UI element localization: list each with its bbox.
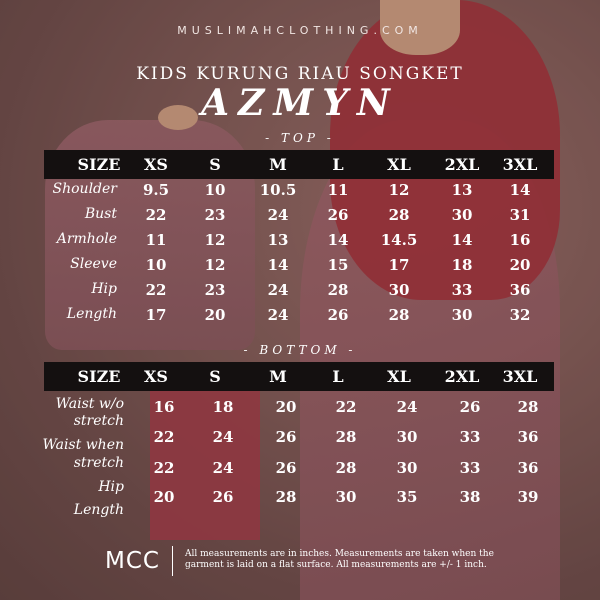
table-cell: 20	[204, 306, 226, 324]
size-header-l: L	[332, 367, 344, 386]
table-cell: 30	[451, 206, 473, 224]
table-cell: 24	[212, 459, 234, 477]
table-cell: 18	[212, 398, 234, 416]
table-cell: 31	[509, 206, 531, 224]
bottom-size-header	[44, 362, 554, 391]
size-header-m: M	[269, 155, 287, 174]
table-cell: 26	[459, 398, 481, 416]
size-header-3xl: 3XL	[502, 367, 538, 386]
table-cell: 33	[459, 428, 481, 446]
row-label-bust: Bust	[84, 206, 117, 222]
table-cell: 28	[388, 306, 410, 324]
size-header-3xl: 3XL	[502, 155, 538, 174]
table-cell: 38	[459, 488, 481, 506]
table-cell: 30	[396, 459, 418, 477]
table-cell: 20	[153, 488, 175, 506]
size-header-label: SIZE	[77, 155, 121, 174]
table-cell: 14	[509, 181, 531, 199]
table-cell: 10.5	[259, 181, 297, 199]
table-cell: 36	[517, 459, 539, 477]
table-cell: 26	[327, 306, 349, 324]
table-cell: 10	[145, 256, 167, 274]
table-cell: 28	[275, 488, 297, 506]
table-cell: 26	[275, 428, 297, 446]
top-section-label: - TOP -	[265, 131, 335, 145]
table-cell: 26	[212, 488, 234, 506]
row-label-armhole: Armhole	[56, 231, 117, 247]
table-cell: 22	[335, 398, 357, 416]
table-cell: 23	[204, 206, 226, 224]
table-cell: 30	[396, 428, 418, 446]
table-cell: 24	[396, 398, 418, 416]
table-cell: 14	[267, 256, 289, 274]
row-label-length: Length	[66, 306, 117, 322]
table-cell: 28	[388, 206, 410, 224]
table-cell: 26	[275, 459, 297, 477]
size-header-xs: XS	[144, 367, 168, 386]
table-cell: 22	[145, 206, 167, 224]
table-cell: 30	[451, 306, 473, 324]
table-cell: 22	[153, 459, 175, 477]
table-cell: 28	[517, 398, 539, 416]
table-cell: 26	[327, 206, 349, 224]
footer-divider	[172, 546, 173, 576]
bottom-row-label: Hip	[98, 479, 124, 495]
table-cell: 30	[388, 281, 410, 299]
product-name-title: AZMYN	[201, 82, 399, 124]
table-cell: 18	[451, 256, 473, 274]
table-cell: 17	[145, 306, 167, 324]
size-header-l: L	[332, 155, 344, 174]
bottom-row-label: Waist when	[42, 437, 124, 453]
table-cell: 11	[327, 181, 349, 199]
table-cell: 20	[275, 398, 297, 416]
table-cell: 30	[335, 488, 357, 506]
size-header-2xl: 2XL	[444, 155, 480, 174]
table-cell: 22	[153, 428, 175, 446]
mcc-logo: MCC	[105, 548, 160, 574]
table-cell: 24	[267, 281, 289, 299]
bottom-row-label: Length	[73, 502, 124, 518]
table-cell: 15	[327, 256, 349, 274]
table-cell: 24	[267, 206, 289, 224]
top-size-header	[44, 150, 554, 179]
row-label-sleeve: Sleeve	[70, 256, 117, 272]
table-cell: 24	[267, 306, 289, 324]
table-cell: 32	[509, 306, 531, 324]
table-cell: 24	[212, 428, 234, 446]
table-cell: 33	[459, 459, 481, 477]
table-cell: 36	[517, 428, 539, 446]
size-header-xl: XL	[387, 155, 411, 174]
table-cell: 35	[396, 488, 418, 506]
table-cell: 16	[509, 231, 531, 249]
size-header-s: S	[209, 367, 221, 386]
site-name: MUSLIMAHCLOTHING.COM	[177, 24, 423, 37]
bottom-row-label: Waist w/o	[55, 396, 124, 412]
row-label-shoulder: Shoulder	[52, 181, 117, 197]
bottom-row-label: stretch	[73, 455, 124, 471]
table-cell: 11	[145, 231, 167, 249]
table-cell: 39	[517, 488, 539, 506]
table-cell: 14.5	[380, 231, 418, 249]
table-cell: 13	[267, 231, 289, 249]
product-line-title: KIDS KURUNG RIAU SONGKET	[136, 64, 464, 84]
table-cell: 17	[388, 256, 410, 274]
table-cell: 23	[204, 281, 226, 299]
size-header-label: SIZE	[77, 367, 121, 386]
size-header-s: S	[209, 155, 221, 174]
size-header-xl: XL	[387, 367, 411, 386]
bottom-row-label: stretch	[73, 413, 124, 429]
table-cell: 13	[451, 181, 473, 199]
table-cell: 28	[335, 459, 357, 477]
table-cell: 12	[204, 256, 226, 274]
size-header-xs: XS	[144, 155, 168, 174]
measurement-note: All measurements are in inches. Measurements are taken when the garment is laid on a flat surface. All measurements are +/- 1 inch.	[185, 549, 494, 570]
size-header-2xl: 2XL	[444, 367, 480, 386]
table-cell: 14	[451, 231, 473, 249]
table-cell: 36	[509, 281, 531, 299]
table-cell: 9.5	[142, 181, 170, 199]
table-cell: 14	[327, 231, 349, 249]
size-header-m: M	[269, 367, 287, 386]
table-cell: 22	[145, 281, 167, 299]
row-label-hip: Hip	[91, 281, 117, 297]
table-cell: 12	[388, 181, 410, 199]
table-cell: 28	[327, 281, 349, 299]
table-cell: 12	[204, 231, 226, 249]
table-cell: 16	[153, 398, 175, 416]
table-cell: 10	[204, 181, 226, 199]
table-cell: 33	[451, 281, 473, 299]
table-cell: 20	[509, 256, 531, 274]
table-cell: 28	[335, 428, 357, 446]
bottom-section-label: - BOTTOM -	[243, 343, 357, 357]
